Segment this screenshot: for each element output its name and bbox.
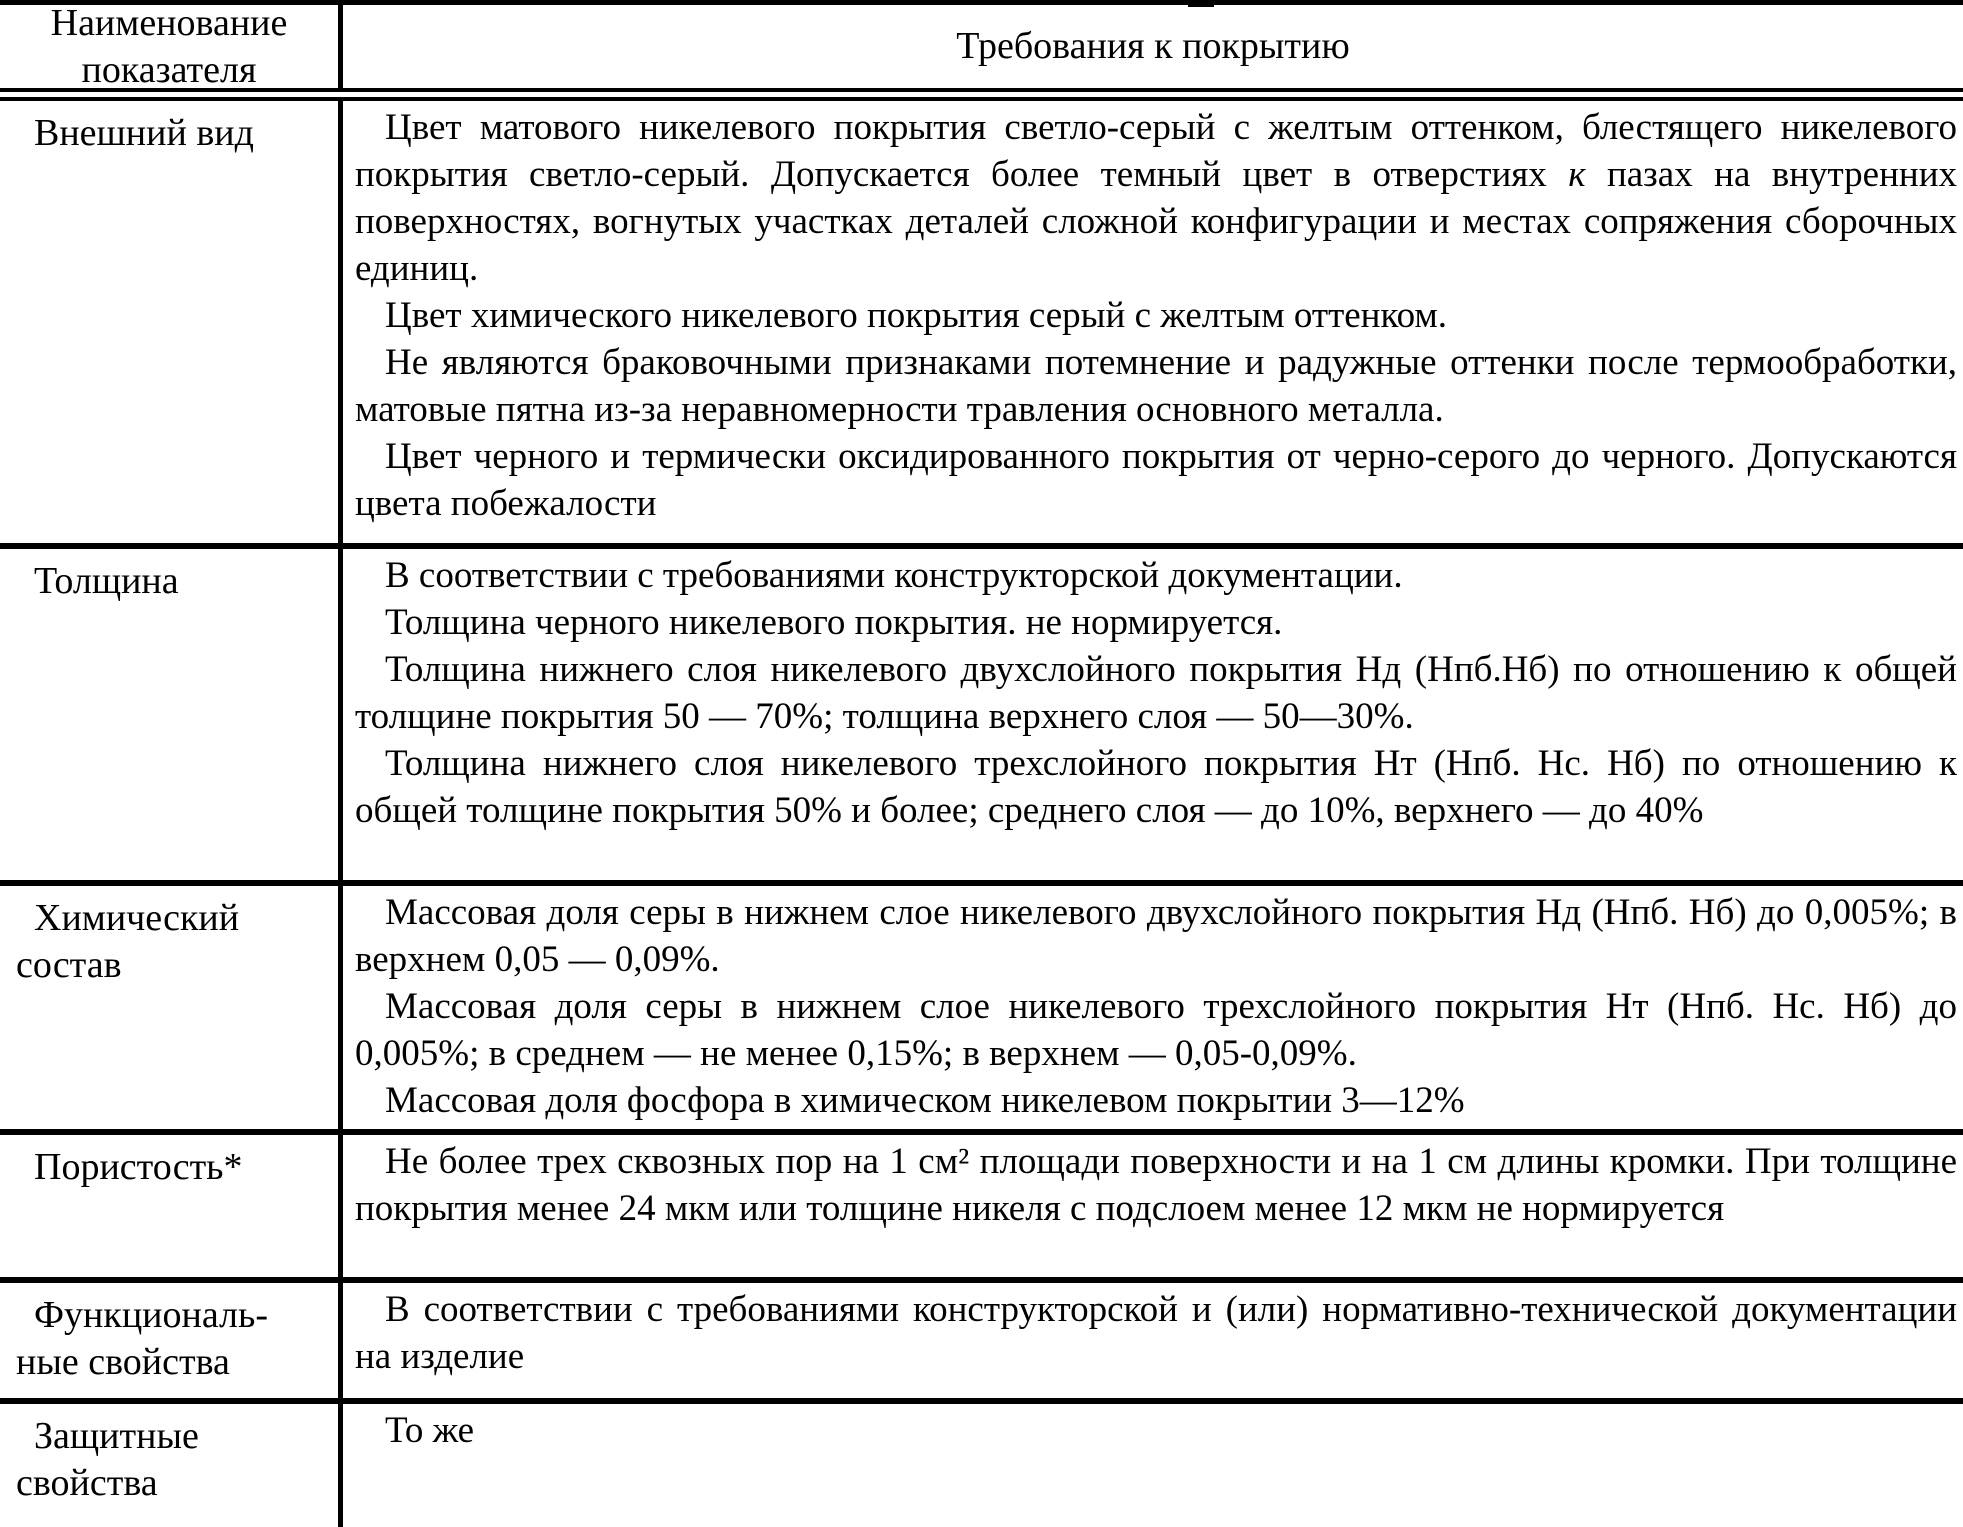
row-label-functional-properties (0, 1283, 343, 1398)
row-requirements-protective-properties (343, 1404, 1963, 1527)
row-label-line: Внешний вид (34, 112, 254, 154)
requirement-paragraph: Массовая доля серы в нижнем слое никелевого трехслойного покрытия Нт (Нпб. Нс. Нб) до 0,005%; в среднем — не менее 0,15%; в верхнем — 0,05-0,09%. (355, 986, 1957, 1074)
table-row (0, 549, 1963, 886)
row-requirements-chemical-composition (343, 886, 1963, 1129)
requirement-paragraph: Не являются браковочными признаками потемнение и радужные оттенки после термообработки, матовые пятна из-за неравномерности травления основного металла. (355, 342, 1957, 430)
table-row (0, 1283, 1963, 1404)
header-cell-coating-requirements (343, 5, 1963, 88)
requirement-paragraph: То же (385, 1410, 475, 1451)
table-row (0, 1404, 1963, 1527)
requirement-paragraph: Толщина нижнего слоя никелевого двухслойного покрытия Нд (Нпб.Нб) по отношению к общей толщине покрытия 50 — 70%; толщина верхнего слоя — 50—30%. (355, 649, 1957, 737)
requirement-paragraph: В соответствии с требованиями конструкторской документации. (385, 555, 1403, 596)
requirement-paragraph: Цвет черного и термически оксидированного покрытия от черно-серого до черного. Допускаются цвета побежалости (355, 436, 1957, 524)
table-row (0, 1135, 1963, 1283)
row-label-line: Функциональ- (34, 1294, 268, 1336)
paragraph-italic-text: к (1568, 154, 1586, 195)
row-requirements-functional-properties (343, 1283, 1963, 1398)
requirement-paragraph: В соответствии с требованиями конструкторской и (или) нормативно-технической документации на изделие (355, 1289, 1957, 1377)
row-label-line: Пористость* (34, 1146, 243, 1188)
row-label-porosity (0, 1135, 343, 1277)
requirement-paragraph: Толщина нижнего слоя никелевого трехслойного покрытия Нт (Нпб. Нс. Нб) по отношению к общей толщине покрытия 50% и более; среднего слоя — до 10%, верхнего — до 40% (355, 743, 1957, 831)
row-label-appearance (0, 101, 343, 543)
table-row (0, 101, 1963, 549)
requirement-paragraph: Массовая доля фосфора в химическом никелевом покрытии 3—12% (385, 1080, 1465, 1121)
row-label-thickness (0, 549, 343, 880)
paragraph-text: пазах на внутренних поверхностях, вогнутых участках деталей сложной конфигурации и местах сопряжения сборочных единиц. (355, 154, 1958, 289)
requirement-paragraph: Цвет химического никелевого покрытия серый с желтым оттенком. (385, 295, 1448, 336)
row-label-line: состав (16, 944, 122, 986)
row-requirements-thickness (343, 549, 1963, 880)
row-requirements-appearance (343, 101, 1963, 543)
row-label-protective-properties (0, 1404, 343, 1527)
requirement-paragraph (355, 104, 1957, 292)
header-text: Требования к покрытию (956, 25, 1350, 67)
row-label-line: Защитные (34, 1415, 199, 1457)
requirement-paragraph: Не более трех сквозных пор на 1 см² площади поверхности и на 1 см длины кромки. При толщине покрытия менее 24 мкм или толщине никеля с подслоем менее 12 мкм не нормируется (355, 1141, 1957, 1229)
row-requirements-porosity (343, 1135, 1963, 1277)
table-header-row (0, 5, 1963, 101)
table-row (0, 886, 1963, 1135)
row-label-line: свойства (16, 1462, 158, 1504)
row-label-line: Толщина (34, 560, 179, 602)
paragraph-text: Цвет матового никелевого покрытия светло-серый с желтым оттенком, блестящего никелевого покрытия светло-серый. Допускается более темный цвет в отверстиях (355, 107, 1957, 195)
row-label-line: ные свойства (16, 1341, 230, 1383)
header-line: показателя (81, 48, 257, 88)
row-label-chemical-composition (0, 886, 343, 1129)
header-line: Наименование (50, 5, 288, 44)
header-cell-indicator-name (0, 5, 343, 88)
requirement-paragraph: Массовая доля серы в нижнем слое никелевого двухслойного покрытия Нд (Нпб. Нб) до 0,005%; в верхнем 0,05 — 0,09%. (355, 892, 1957, 980)
row-label-line: Химический (34, 897, 240, 939)
requirement-paragraph: Толщина черного никелевого покрытия. не нормируется. (385, 602, 1283, 643)
